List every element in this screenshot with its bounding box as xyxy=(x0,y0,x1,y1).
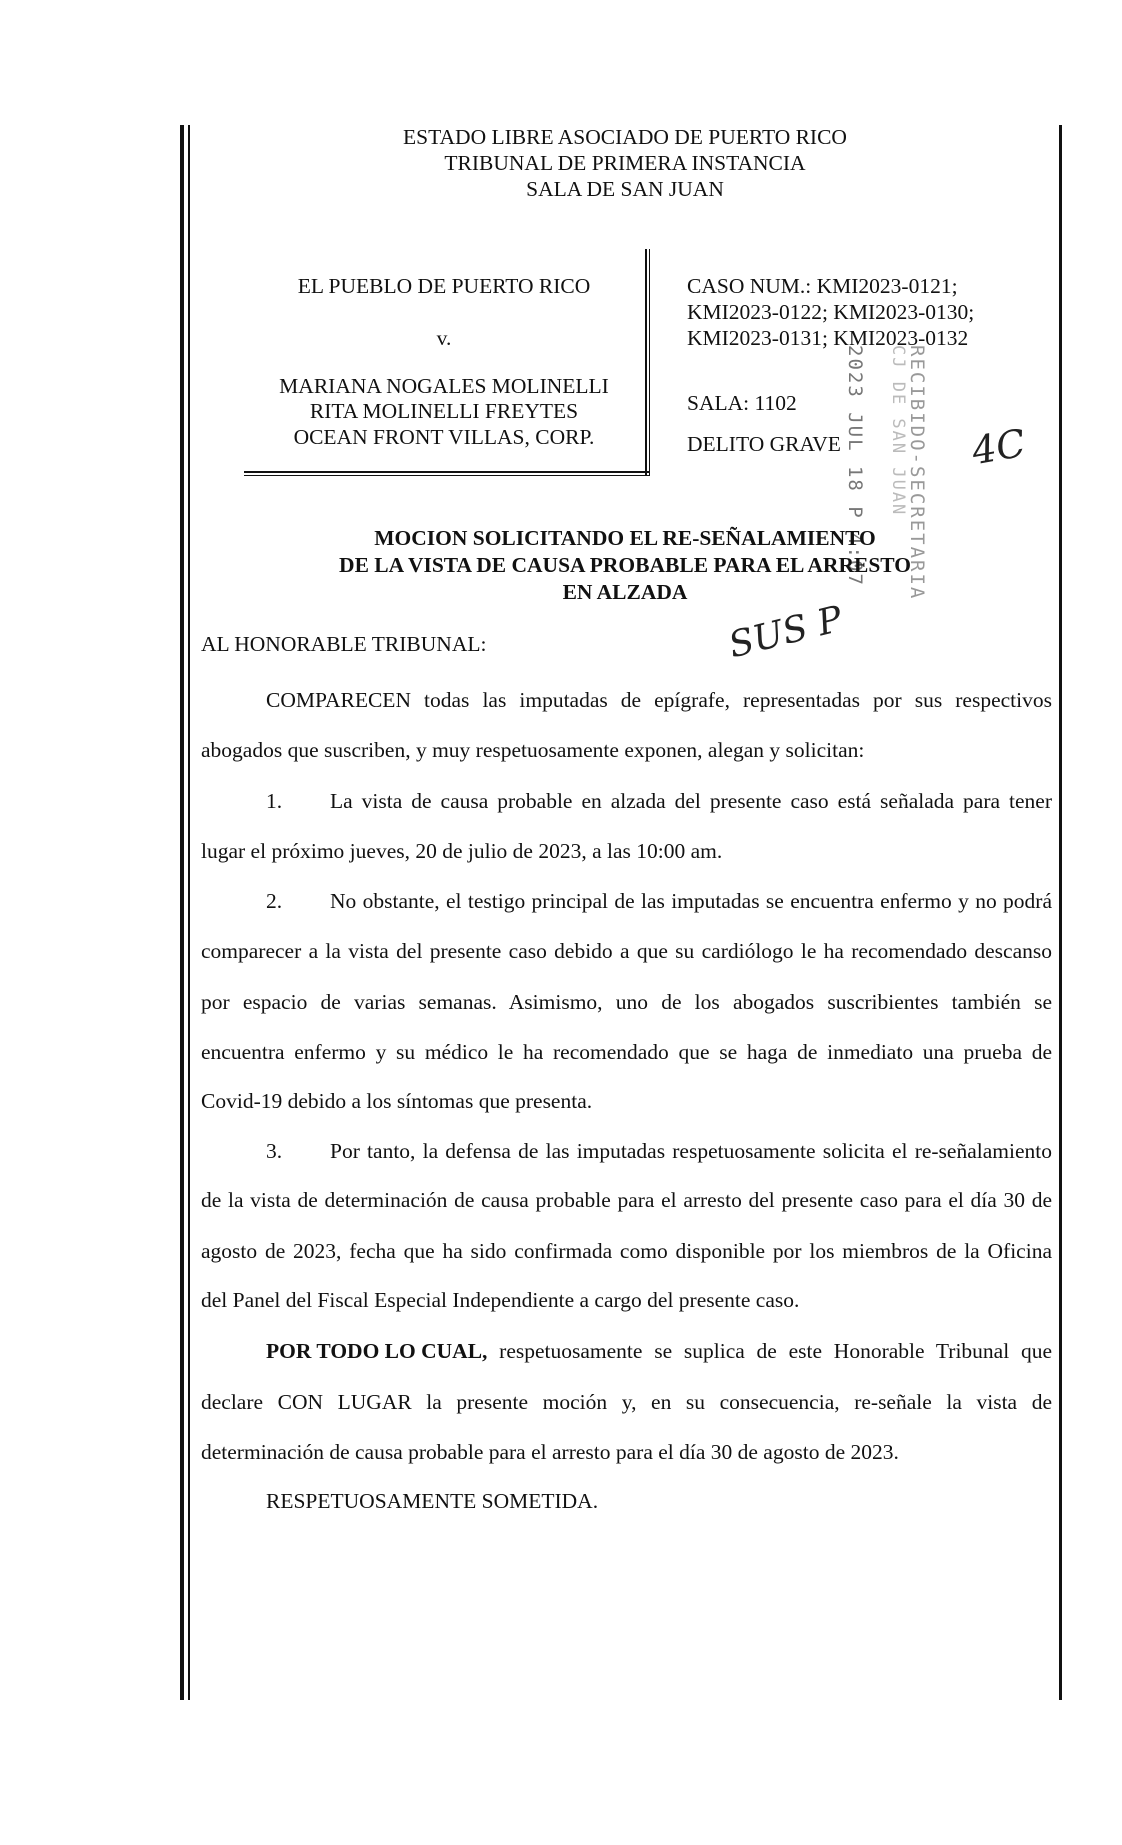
motion-title: MOCION SOLICITANDO EL RE-SEÑALAMIENTO xyxy=(374,526,876,550)
salutation: AL HONORABLE TRIBUNAL: xyxy=(201,632,487,656)
handwritten-note: SUS P xyxy=(724,598,847,667)
header-court: TRIBUNAL DE PRIMERA INSTANCIA xyxy=(444,151,806,175)
case-number-line: KMI2023-0122; KMI2023-0130; xyxy=(687,300,975,324)
case-number-line: KMI2023-0131; KMI2023-0132 xyxy=(687,326,969,350)
body-line: abogados que suscriben, y muy respetuosamente exponen, alegan y solicitan: xyxy=(201,738,865,762)
prayer-first-line xyxy=(266,1339,1052,1364)
caption-divider-horizontal xyxy=(244,471,650,473)
versus: v. xyxy=(436,326,452,350)
item-number: 1. xyxy=(266,789,283,813)
body-line: COMPARECEN todas las imputadas de epígrafe, representadas por sus respectivos xyxy=(266,688,1052,712)
body-line: comparecer a la vista del presente caso debido a que su cardiólogo le ha recomendado descanso xyxy=(201,939,1052,963)
left-margin-bar-thin xyxy=(188,125,190,1700)
received-stamp-office: RECIBIDO-SECRETARIA xyxy=(906,345,928,601)
body-line: Por tanto, la defensa de las imputadas respetuosamente solicita el re-señalamiento xyxy=(330,1139,1052,1163)
body-line: agosto de 2023, fecha que ha sido confirmada como disponible por los miembros de la Oficina xyxy=(201,1239,1052,1263)
prayer-lead: POR TODO LO CUAL, xyxy=(266,1339,488,1363)
body-line: respetuosamente se suplica de este Honorable Tribunal que xyxy=(487,1339,1052,1363)
body-line: por espacio de varias semanas. Asimismo, uno de los abogados suscribientes también se xyxy=(201,990,1052,1014)
body-line: declare CON LUGAR la presente moción y, en su consecuencia, re-señale la vista de xyxy=(201,1390,1052,1414)
motion-title: EN ALZADA xyxy=(562,580,688,604)
left-margin-bar-thick xyxy=(180,125,184,1700)
delito-type: DELITO GRAVE xyxy=(687,432,841,456)
closing: RESPETUOSAMENTE SOMETIDA. xyxy=(266,1489,599,1513)
right-margin-bar xyxy=(1059,125,1062,1700)
case-number-line: CASO NUM.: KMI2023-0121; xyxy=(687,274,958,298)
defendant: OCEAN FRONT VILLAS, CORP. xyxy=(293,425,595,449)
sala-number: SALA: 1102 xyxy=(687,391,797,415)
body-line: Covid-19 debido a los síntomas que presenta. xyxy=(201,1089,593,1113)
handwritten-initials: 4C xyxy=(968,420,1029,474)
header-sala: SALA DE SAN JUAN xyxy=(526,177,724,201)
body-line: lugar el próximo jueves, 20 de julio de 2023, a las 10:00 am. xyxy=(201,839,723,863)
received-stamp-date: 2023 JUL 18 P 4:07 xyxy=(844,345,866,587)
received-stamp-location: CJ DE SAN JUAN xyxy=(888,345,908,517)
header-state: ESTADO LIBRE ASOCIADO DE PUERTO RICO xyxy=(403,125,847,149)
caption-divider-vertical xyxy=(645,249,647,475)
body-line: determinación de causa probable para el arresto para el día 30 de agosto de 2023. xyxy=(201,1440,899,1464)
body-line: encuentra enfermo y su médico le ha recomendado que se haga de inmediato una prueba de xyxy=(201,1040,1052,1064)
motion-title: DE LA VISTA DE CAUSA PROBABLE PARA EL ARRESTO xyxy=(339,553,911,577)
caption-divider-horizontal-shadow xyxy=(244,475,650,476)
plaintiff: EL PUEBLO DE PUERTO RICO xyxy=(297,274,591,298)
item-number: 2. xyxy=(266,889,283,913)
body-line: No obstante, el testigo principal de las imputadas se encuentra enfermo y no podrá xyxy=(330,889,1052,913)
caption-divider-vertical-shadow xyxy=(649,249,650,475)
defendant: RITA MOLINELLI FREYTES xyxy=(309,399,579,423)
defendant: MARIANA NOGALES MOLINELLI xyxy=(279,374,609,398)
body-line: del Panel del Fiscal Especial Independiente a cargo del presente caso. xyxy=(201,1288,800,1312)
body-line: La vista de causa probable en alzada del presente caso está señalada para tener xyxy=(330,789,1052,813)
item-number: 3. xyxy=(266,1139,283,1163)
body-line: de la vista de determinación de causa probable para el arresto del presente caso para el día 30 de xyxy=(201,1188,1052,1212)
